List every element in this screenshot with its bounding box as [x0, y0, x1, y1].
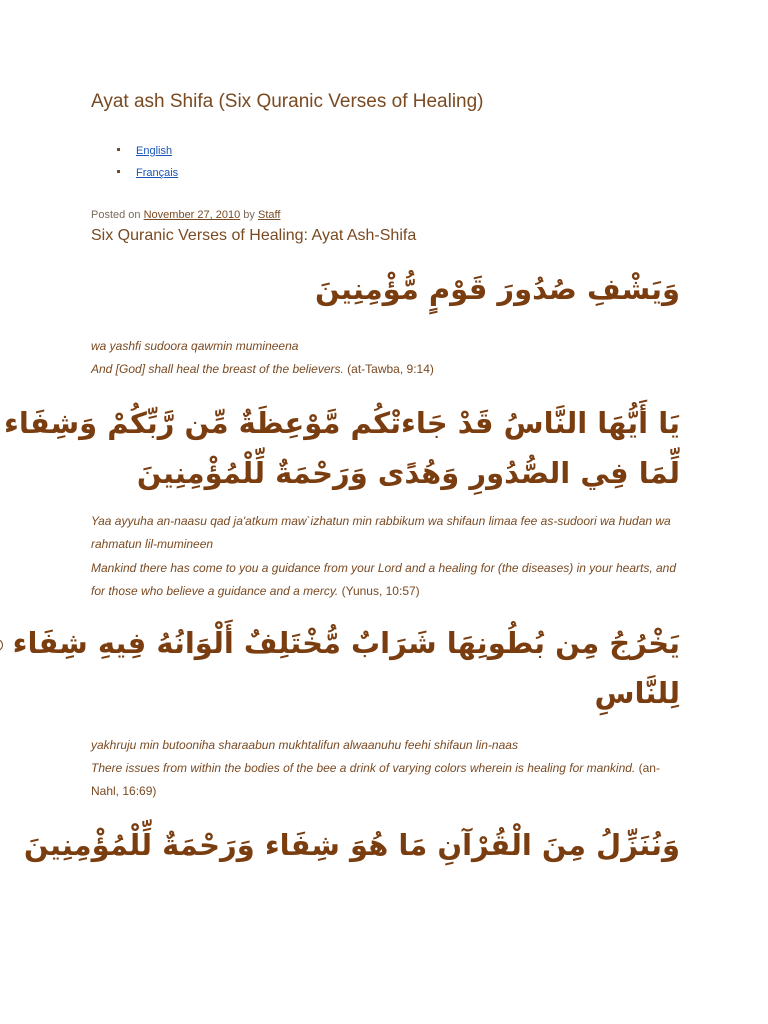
verse-2-reference: (Yunus, 10:57)	[341, 584, 420, 598]
post-subtitle: Six Quranic Verses of Healing: Ayat Ash-Shifa	[91, 227, 417, 244]
verse-2-arabic-line-1: يَا أَيُّهَا النَّاسُ قَدْ جَاءتْكُم مَّوْعِظَةٌ مِّن رَّبِّكُمْ وَشِفَاء	[4, 406, 680, 440]
language-link-english[interactable]: English	[136, 145, 173, 157]
verse-2-arabic	[4, 398, 680, 498]
verse-1-reference: (at-Tawba, 9:14)	[347, 362, 434, 376]
verse-2-translation-text: Mankind there has come to you a guidance from your Lord and a healing for (the diseases) in your hearts, and for those who believe a guidance and a mercy.	[91, 561, 677, 598]
language-item-french	[118, 164, 178, 186]
verse-2-translation	[91, 557, 681, 603]
verse-1-translation	[91, 358, 681, 381]
post-meta	[91, 209, 280, 221]
verse-1-arabic	[315, 264, 680, 314]
verse-4-arabic-line-1: وَنُنَزِّلُ مِنَ الْقُرْآنِ مَا هُوَ شِفَاء وَرَحْمَةٌ لِّلْمُؤْمِنِينَ	[23, 828, 680, 862]
verse-3-arabic	[0, 618, 680, 718]
page-title: Ayat ash Shifa (Six Quranic Verses of Healing)	[91, 91, 484, 112]
verse-1-arabic-line-1: وَيَشْفِ صُدُورَ قَوْمٍ مُّؤْمِنِينَ	[314, 272, 680, 306]
bullet-icon	[117, 148, 120, 151]
post-date-link[interactable]: November 27, 2010	[143, 209, 241, 221]
verse-3-reference: (an-Nahl, 16:69)	[91, 761, 660, 798]
language-item-english	[118, 142, 178, 164]
posted-on-label: Posted on	[91, 209, 141, 221]
author-link[interactable]: Staff	[257, 209, 281, 221]
verse-2-transliteration: Yaa ayyuha an-naasu qad ja'atkum maw`izhatun min rabbikum wa shifaun limaa fee as-sudoori wa hudan wa rahmatun lil-mumineen	[91, 514, 671, 551]
verse-3-transliteration: yakhruju min butooniha sharaabun mukhtalifun alwaanuhu feehi shifaun lin-naas	[91, 738, 518, 752]
language-list	[118, 142, 178, 186]
verse-end-ring-icon	[0, 639, 3, 651]
verse-3-translation-text: There issues from within the bodies of the bee a drink of varying colors wherein is healing for mankind.	[91, 761, 636, 775]
verse-3-arabic-line-1	[0, 618, 680, 668]
verse-3-arabic-text: يَخْرُجُ مِن بُطُونِهَا شَرَابٌ مُّخْتَلِفٌ أَلْوَانُهُ فِيهِ شِفَاء	[12, 626, 680, 660]
verse-1-translation-text: And [God] shall heal the breast of the believers.	[91, 362, 344, 376]
verse-1-transliteration: wa yashfi sudoora qawmin mumineena	[91, 339, 299, 353]
verse-3-translation	[91, 757, 681, 803]
by-label: by	[243, 209, 255, 221]
verse-2-arabic-line-2: لِّمَا فِي الصُّدُورِ وَهُدًى وَرَحْمَةٌ لِّلْمُؤْمِنِينَ	[136, 456, 680, 490]
language-link-french[interactable]: Français	[136, 167, 179, 179]
verse-4-arabic	[24, 820, 680, 870]
verse-3-arabic-line-2: لِلنَّاسِ	[594, 676, 680, 710]
bullet-icon	[117, 170, 120, 173]
